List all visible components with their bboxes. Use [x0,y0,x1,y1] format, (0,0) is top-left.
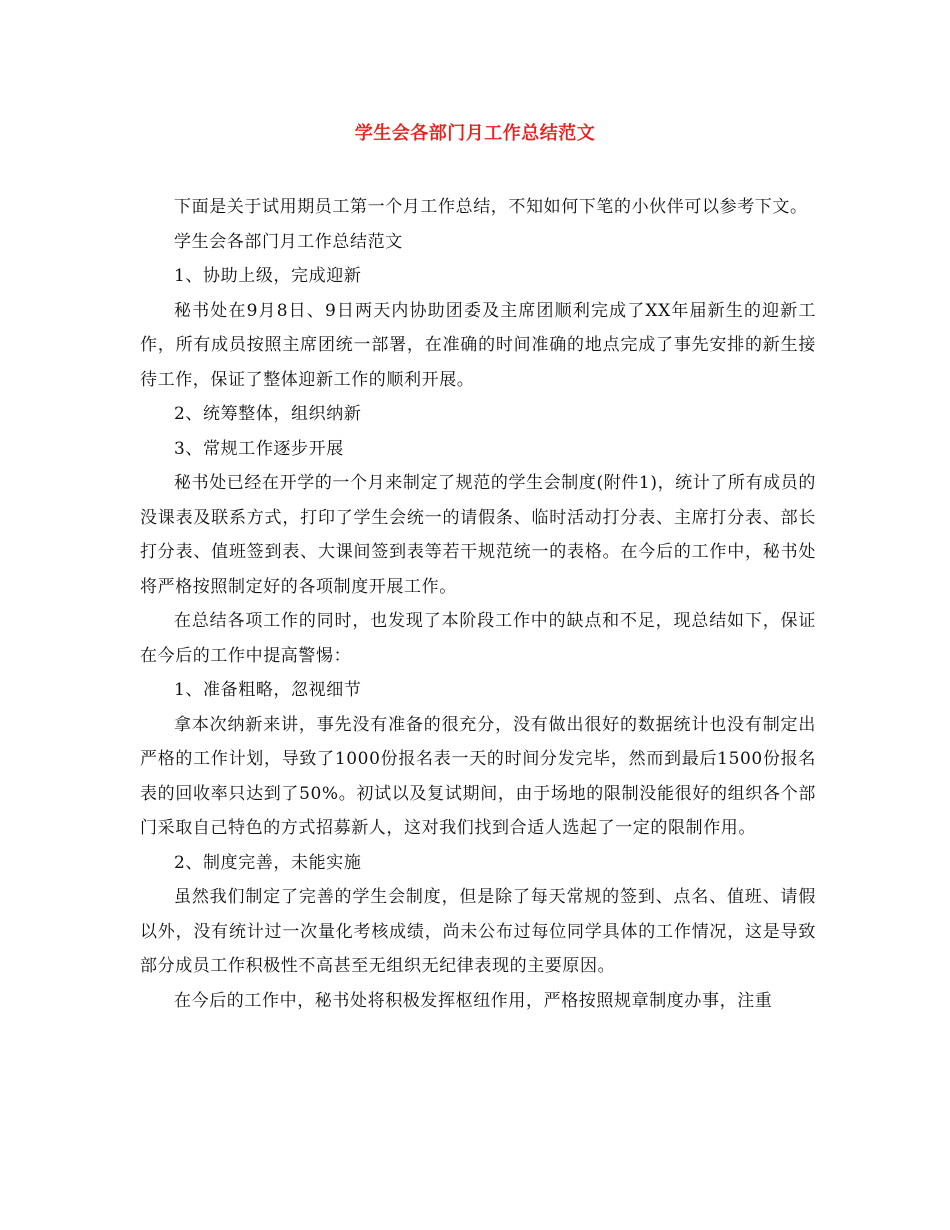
paragraph-recruitment: 拿本次纳新来讲，事先没有准备的很充分，没有做出很好的数据统计也没有制定出严格的工作计划，导致了1000份报名表一天的时间分发完毕，然而到最后1500份报名表的回收率只达到了50%。初试以及复试期间，由于场地的限制没能很好的组织各个部门采取自己特色的方式招募新人，这对我们找到合适人选起了一定的限制作用。 [140,714,816,838]
shortcoming-heading-2: 2、制度完善，未能实施 [174,852,362,873]
paragraph-welcome-work: 秘书处在9月8日、9日两天内协助团委及主席团顺利完成了XX年届新生的迎新工作，所有成员按照主席团统一部署，在准确的时间准确的地点完成了事先安排的新生接待工作，保证了整体迎新工作的顺利开展。 [140,300,816,390]
section-heading-2: 2、统筹整体，组织纳新 [174,404,362,424]
paragraph-shortcomings-intro: 在总结各项工作的同时，也发现了本阶段工作中的缺点和不足，现总结如下，保证在今后的工作中提高警惕： [140,611,816,666]
section-heading-3: 3、常规工作逐步开展 [174,438,344,459]
section-heading-1: 1、协助上级，完成迎新 [174,266,362,286]
document-title: 学生会各部门月工作总结范文 [354,123,596,144]
paragraph-intro: 下面是关于试用期员工第一个月工作总结，不知如何下笔的小伙伴可以参考下文。 [174,197,808,217]
paragraph-future-work: 在今后的工作中，秘书处将积极发挥枢纽作用，严格按照规章制度办事，注重 [174,990,773,1011]
paragraph-routine-work: 秘书处已经在开学的一个月来制定了规范的学生会制度(附件1)，统计了所有成员的没课表及联系方式，打印了学生会统一的请假条、临时活动打分表、主席打分表、部长打分表、值班签到表、大课间签到表等若干规范统一的表格。在今后的工作中，秘书处将严格按照制定好的各项制度开展工作。 [140,473,816,597]
paragraph-subtitle: 学生会各部门月工作总结范文 [174,231,403,252]
document-body [140,190,816,1018]
paragraph-system: 虽然我们制定了完善的学生会制度，但是除了每天常规的签到、点名、值班、请假以外，没有统计过一次量化考核成绩，尚未公布过每位同学具体的工作情况，这是导致部分成员工作积极性不高甚至无组织无纪律表现的主要原因。 [140,887,816,976]
shortcoming-heading-1: 1、准备粗略，忽视细节 [174,680,362,700]
